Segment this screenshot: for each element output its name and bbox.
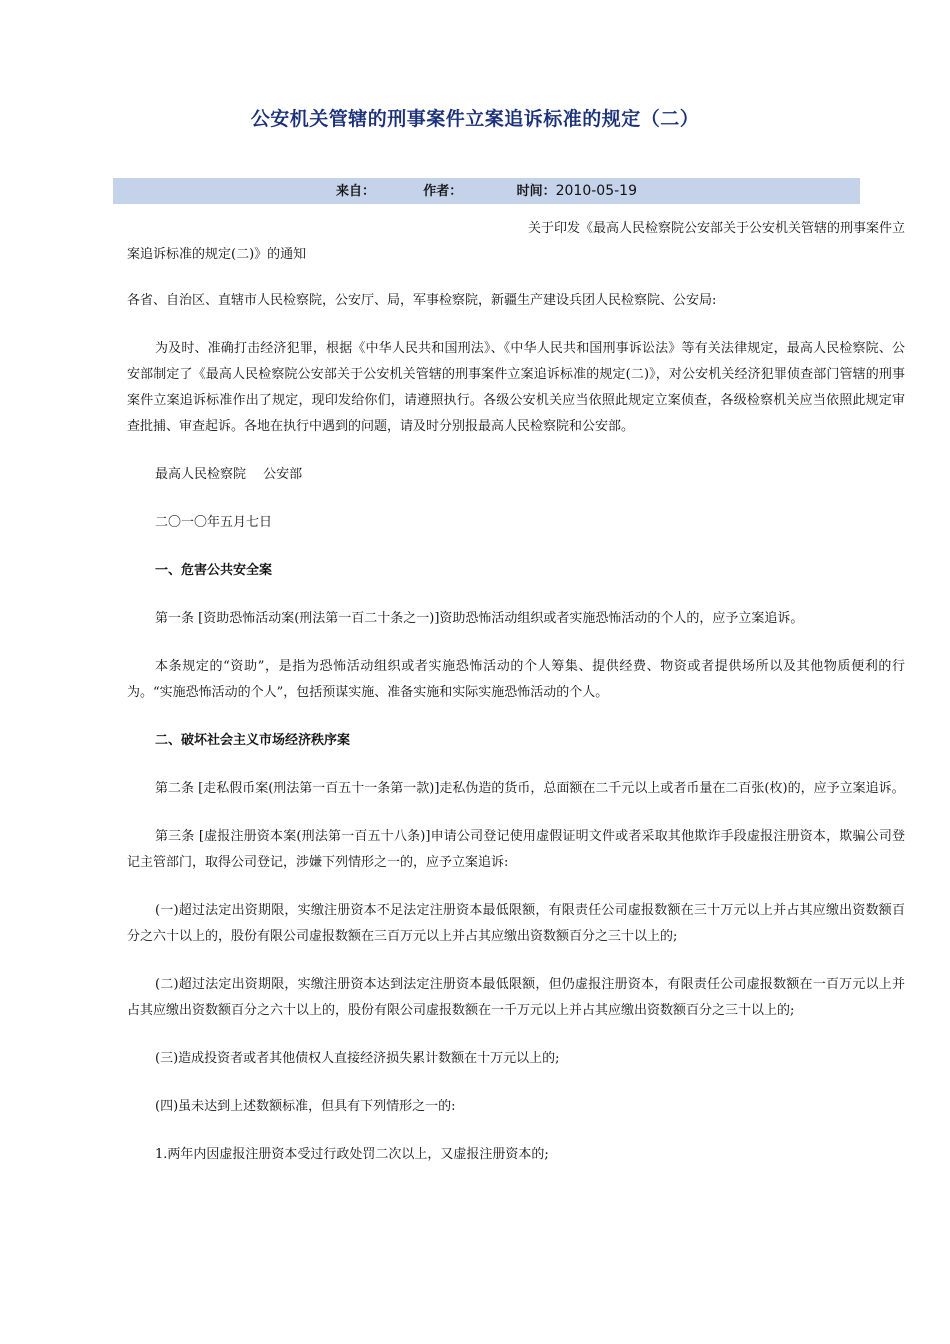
- article-2: 第二条 [走私假币案(刑法第一百五十一条第一款)]走私伪造的货币，总面额在二千元以上或者币量在二百张(枚)的，应予立案追诉。: [155, 781, 905, 796]
- publish-date: 2010-05-19: [555, 183, 637, 199]
- issue-date-paragraph: 二〇一〇年五月七日: [155, 515, 273, 530]
- article-3: 第三条 [虚报注册资本案(刑法第一百五十八条)]申请公司登记使用虚假证明文件或者采取其他欺诈手段虚报注册资本，欺骗公司登记主管部门，取得公司登记，涉嫌下列情形之一的，应予立案追诉:: [127, 829, 905, 870]
- intro-paragraph: 为及时、准确打击经济犯罪，根据《中华人民共和国刑法》、《中华人民共和国刑事诉讼法》等有关法律规定，最高人民检察院、公安部制定了《最高人民检察院公安部关于公安机关管辖的刑事案件立案追诉标准的规定(二)》，对公安机关经济犯罪侦查部门管辖的刑事案件立案追诉标准作出了规定，现印发给你们，请遵照执行。各级公安机关应当依照此规定立案侦查，各级检察机关应当依照此规定审查批捕、审查起诉。各地在执行中遇到的问题，请及时分别报最高人民检察院和公安部。: [127, 341, 905, 434]
- article-3-item-1: (一)超过法定出资期限，实缴注册资本不足法定注册资本最低限额，有限责任公司虚报数额在三十万元以上并占其应缴出资数额百分之六十以上的，股份有限公司虚报数额在三百万元以上并占其应缴出资数额百分之三十以上的;: [127, 903, 905, 944]
- page-title: 公安机关管辖的刑事案件立案追诉标准的规定（二）: [250, 108, 700, 130]
- article-meta-bar: [113, 178, 860, 204]
- issuers-paragraph: 最高人民检察院 公安部: [155, 467, 303, 482]
- section-heading-1: 一、危害公共安全案: [155, 563, 273, 578]
- article-1: 第一条 [资助恐怖活动案(刑法第一百二十条之一)]资助恐怖活动组织或者实施恐怖活动的个人的，应予立案追诉。: [155, 611, 804, 626]
- notice-title-line2: 案追诉标准的规定(二)》的通知: [127, 247, 307, 262]
- section-heading-2: 二、破坏社会主义市场经济秩序案: [155, 733, 351, 748]
- from-label: 来自：: [336, 184, 376, 199]
- article-3-subitem-1: 1.两年内因虚报注册资本受过行政处罚二次以上，又虚报注册资本的;: [155, 1147, 549, 1162]
- article-1-note: 本条规定的“资助”，是指为恐怖活动组织或者实施恐怖活动的个人筹集、提供经费、物资或者提供场所以及其他物质便利的行为。“实施恐怖活动的个人”，包括预谋实施、准备实施和实际实施恐怖活动的个人。: [127, 659, 905, 700]
- article-body: [127, 216, 905, 1190]
- article-3-item-2: (二)超过法定出资期限，实缴注册资本达到法定注册资本最低限额，但仍虚报注册资本，有限责任公司虚报数额在一百万元以上并占其应缴出资数额百分之六十以上的，股份有限公司虚报数额在一千万元以上并占其应缴出资数额百分之三十以上的;: [127, 977, 905, 1018]
- notice-title-line1: 关于印发《最高人民检察院公安部关于公安机关管辖的刑事案件立: [527, 221, 905, 236]
- recipients-paragraph: 各省、自治区、直辖市人民检察院，公安厅、局，军事检察院，新疆生产建设兵团人民检察院、公安局:: [127, 293, 717, 308]
- author-label: 作者：: [423, 184, 463, 199]
- notice-title: [127, 216, 905, 268]
- article-3-item-3: (三)造成投资者或者其他债权人直接经济损失累计数额在十万元以上的;: [155, 1051, 560, 1066]
- article-3-item-4: (四)虽未达到上述数额标准，但具有下列情形之一的:: [155, 1099, 456, 1114]
- time-label: 时间：: [516, 184, 556, 199]
